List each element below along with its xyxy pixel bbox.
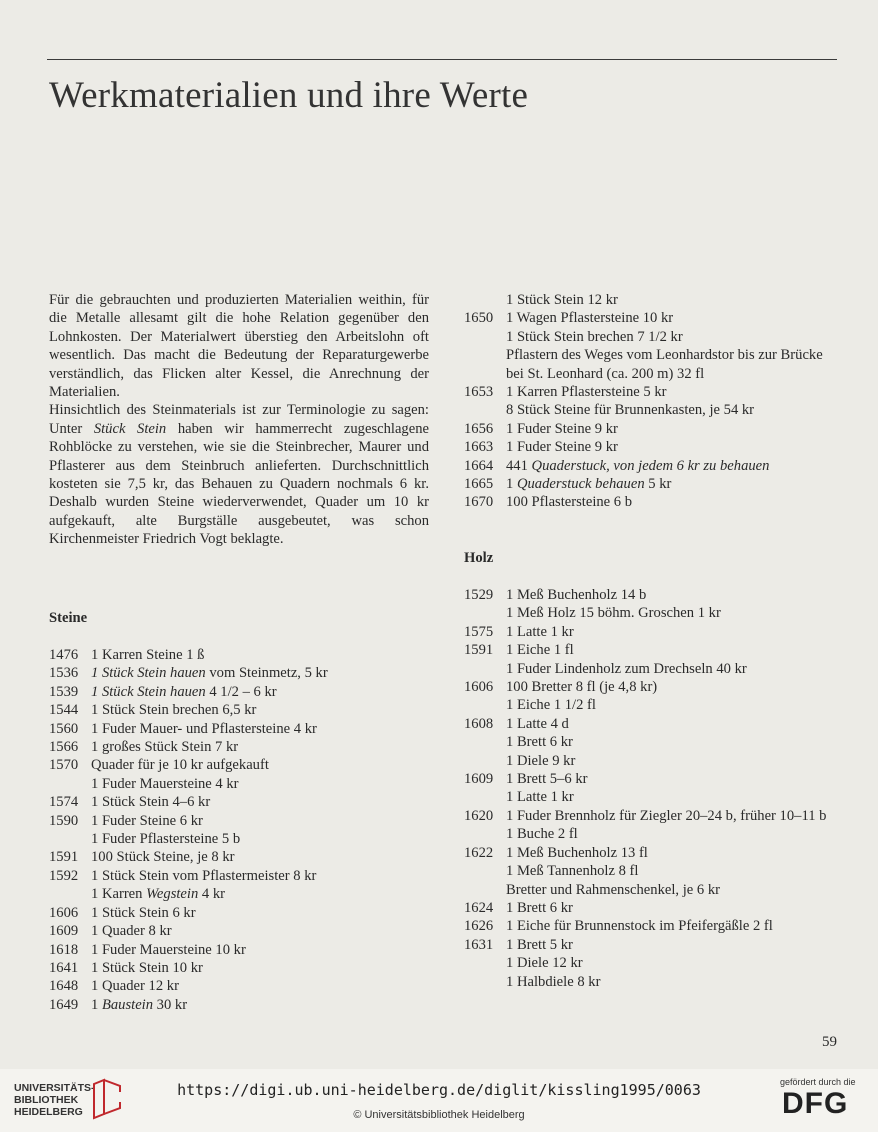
header-rule xyxy=(47,59,837,60)
list-item xyxy=(49,683,429,701)
entry-text: 1 Eiche 1 1/2 fl xyxy=(506,697,596,714)
entry-year: 1570 xyxy=(49,757,79,774)
entry-year xyxy=(464,660,506,678)
list-item xyxy=(464,328,844,346)
entry-year: 1574 xyxy=(49,794,79,811)
list-item xyxy=(464,660,844,678)
entry-year: 1648 xyxy=(49,978,79,995)
section-heading-steine: Steine xyxy=(49,610,88,626)
list-item xyxy=(49,904,429,922)
list-item xyxy=(464,346,844,383)
page-number: 59 xyxy=(822,1034,837,1050)
intro-paragraph-1: Für die gebrauchten und produzierten Materialien weithin, für die Metalle allesamt gilt die hohe Relation gegenüber den Lohnkosten. Der Materialwert überstieg den Arbeitslohn oft wesentlich. Das macht die Bedeutung der Reparaturgewerbe verständlich, das Flicken alter Kessel, die Anrechnung der Materialien. xyxy=(49,292,429,401)
entry-year: 1665 xyxy=(464,476,494,493)
entry-year: 1622 xyxy=(464,844,494,861)
entry-text: 100 Pflastersteine 6 b xyxy=(506,494,633,511)
entry-year xyxy=(49,775,91,793)
entry-text: 1 Fuder Mauer- und Pflastersteine 4 kr xyxy=(91,720,317,737)
entry-year xyxy=(464,788,506,806)
list-item xyxy=(464,420,844,438)
list-item xyxy=(464,383,844,401)
entry-text: 1 großes Stück Stein 7 kr xyxy=(91,739,239,756)
entry-text: 8 Stück Steine für Brunnenkasten, je 54 kr xyxy=(506,402,755,419)
list-item xyxy=(464,493,844,511)
entry-year: 1609 xyxy=(464,771,494,788)
list-item xyxy=(49,830,429,848)
entry-year xyxy=(464,752,506,770)
entry-year xyxy=(464,881,506,899)
entry-year: 1664 xyxy=(464,457,494,474)
entry-year xyxy=(464,401,506,419)
list-item xyxy=(464,678,844,696)
list-item xyxy=(464,752,844,770)
dfg-logo: DFG xyxy=(782,1087,849,1120)
entry-text: 1 Diele 12 kr xyxy=(506,955,583,972)
list-item xyxy=(464,715,844,733)
entry-text: 1 Meß Tannenholz 8 fl xyxy=(506,863,639,880)
entry-year: 1590 xyxy=(49,812,79,829)
steine-list-continued xyxy=(464,291,844,512)
entry-year xyxy=(464,825,506,843)
list-item xyxy=(49,664,429,682)
entry-year: 1653 xyxy=(464,384,494,401)
entry-text: 1 Meß Buchenholz 14 b xyxy=(506,587,647,603)
entry-text: 1 Latte 1 kr xyxy=(506,789,574,806)
entry-text: 1 Halbdiele 8 kr xyxy=(506,973,601,990)
list-item xyxy=(464,917,844,935)
list-item xyxy=(49,812,429,830)
list-item xyxy=(464,844,844,862)
entry-text: Quader für je 10 kr aufgekauft xyxy=(91,757,269,774)
list-item xyxy=(464,862,844,880)
entry-year: 1575 xyxy=(464,623,494,640)
entry-year xyxy=(464,291,506,309)
entry-text: 1 Latte 1 kr xyxy=(506,623,574,640)
entry-text: 1 Karren Steine 1 ß xyxy=(91,647,205,663)
entry-year: 1641 xyxy=(49,959,79,976)
entry-text: 1 Meß Holz 15 böhm. Groschen 1 kr xyxy=(506,605,721,622)
list-item xyxy=(49,977,429,995)
entry-text: 1 Quader 12 kr xyxy=(91,978,179,995)
footer-bar xyxy=(0,1069,878,1132)
entry-year: 1536 xyxy=(49,665,79,682)
entry-text: 1 Stück Stein 12 kr xyxy=(506,292,618,308)
list-item xyxy=(49,922,429,940)
entry-year: 1566 xyxy=(49,739,79,756)
entry-text: 441 Quaderstuck, von jedem 6 kr zu behauen xyxy=(506,457,770,474)
entry-text: 1 Buche 2 fl xyxy=(506,826,578,843)
entry-text: 1 Quaderstuck behauen 5 kr xyxy=(506,476,672,493)
list-item xyxy=(49,720,429,738)
entry-year: 1656 xyxy=(464,420,494,437)
list-item xyxy=(49,996,429,1014)
holz-list xyxy=(464,586,844,991)
list-item xyxy=(464,807,844,825)
entry-year: 1618 xyxy=(49,941,79,958)
entry-year xyxy=(464,696,506,714)
list-item xyxy=(464,973,844,991)
entry-text: 1 Fuder Brennholz für Ziegler 20–24 b, früher 10–11 b xyxy=(506,807,827,824)
list-item xyxy=(464,770,844,788)
entry-text: 1 Stück Stein hauen vom Steinmetz, 5 kr xyxy=(91,665,328,682)
entry-year: 1591 xyxy=(464,642,494,659)
entry-text: 1 Latte 4 d xyxy=(506,715,569,732)
library-name: UNIVERSITÄTS- BIBLIOTHEK HEIDELBERG xyxy=(14,1082,95,1118)
entry-text: Bretter und Rahmenschenkel, je 6 kr xyxy=(506,881,720,898)
entry-year: 1649 xyxy=(49,996,79,1013)
entry-text: 1 Stück Stein brechen 6,5 kr xyxy=(91,702,257,719)
entry-year: 1609 xyxy=(49,923,79,940)
entry-year: 1620 xyxy=(464,807,494,824)
list-item xyxy=(49,793,429,811)
list-item xyxy=(49,738,429,756)
entry-year xyxy=(464,973,506,991)
page-url-link[interactable]: https://digi.ub.uni-heidelberg.de/diglit/kissling1995/0063 xyxy=(177,1081,701,1099)
entry-text: 1 Brett 6 kr xyxy=(506,734,573,751)
entry-text: 1 Wagen Pflastersteine 10 kr xyxy=(506,310,674,327)
intro-paragraph-2: Hinsichtlich des Steinmaterials ist zur Terminologie zu sagen: Unter Stück Stein haben wir hammerrecht zugeschlagene Rohblöcke zu verstehen, wie sie die Steinbrecher, Maurer und Pflasterer aus dem Steinbruch anlieferten. Durchschnittlich kosteten sie 7,5 kr, das Behauen zu Quadern nochmals 6 kr. Deshalb wurden Steine wiederverwendet, Quader um 10 kr aufgekauft, alte Burgställe ausgebeutet, was schon Kirchenmeister Friedrich Vogt beklagte. xyxy=(49,402,429,548)
entry-year xyxy=(464,862,506,880)
entry-year xyxy=(49,885,91,903)
entry-text: 1 Stück Stein hauen 4 1/2 – 6 kr xyxy=(91,683,277,700)
entry-year: 1624 xyxy=(464,899,494,916)
entry-year xyxy=(464,604,506,622)
entry-year: 1544 xyxy=(49,702,79,719)
list-item xyxy=(49,775,429,793)
left-column xyxy=(49,291,429,549)
entry-text: 1 Stück Stein 6 kr xyxy=(91,904,196,921)
list-item xyxy=(49,959,429,977)
entry-text: 1 Fuder Steine 6 kr xyxy=(91,812,203,829)
list-item xyxy=(49,867,429,885)
list-item xyxy=(464,641,844,659)
page-title: Werkmaterialien und ihre Werte xyxy=(49,75,529,116)
entry-year: 1626 xyxy=(464,918,494,935)
list-item xyxy=(464,623,844,641)
entry-text: 1 Fuder Mauersteine 4 kr xyxy=(91,775,239,792)
entry-text: 1 Eiche 1 fl xyxy=(506,642,574,659)
list-item xyxy=(464,604,844,622)
entry-year xyxy=(49,830,91,848)
entry-year: 1560 xyxy=(49,720,79,737)
entry-text: 1 Brett 5–6 kr xyxy=(506,771,588,788)
list-item xyxy=(464,457,844,475)
entry-text: 1 Stück Stein vom Pflastermeister 8 kr xyxy=(91,867,317,884)
list-item xyxy=(464,696,844,714)
entry-year: 1608 xyxy=(464,715,494,732)
entry-text: 1 Brett 5 kr xyxy=(506,936,573,953)
list-item xyxy=(464,881,844,899)
entry-text: 1 Eiche für Brunnenstock im Pfeifergäßle 2 fl xyxy=(506,918,773,935)
entry-year: 1631 xyxy=(464,936,494,953)
section-heading-holz: Holz xyxy=(464,550,494,566)
entry-year: 1539 xyxy=(49,683,79,700)
entry-year xyxy=(464,733,506,751)
funding-caption: gefördert durch die xyxy=(780,1077,856,1087)
list-item xyxy=(464,438,844,456)
list-item xyxy=(464,401,844,419)
list-item xyxy=(464,825,844,843)
entry-text: 1 Meß Buchenholz 13 fl xyxy=(506,844,648,861)
entry-year: 1592 xyxy=(49,867,79,884)
entry-year: 1529 xyxy=(464,587,494,603)
entry-text: 1 Stück Stein 4–6 kr xyxy=(91,794,211,811)
list-item xyxy=(49,885,429,903)
entry-text: 1 Stück Stein brechen 7 1/2 kr xyxy=(506,328,683,345)
entry-text: 100 Stück Steine, je 8 kr xyxy=(91,849,235,866)
entry-text: 1 Fuder Lindenholz zum Drechseln 40 kr xyxy=(506,660,747,677)
list-item xyxy=(49,848,429,866)
list-item xyxy=(464,309,844,327)
entry-year: 1650 xyxy=(464,310,494,327)
list-item xyxy=(49,941,429,959)
entry-year xyxy=(464,954,506,972)
list-item xyxy=(49,701,429,719)
list-item xyxy=(464,733,844,751)
list-item xyxy=(464,586,844,604)
entry-year: 1670 xyxy=(464,494,494,511)
entry-year: 1606 xyxy=(464,679,494,696)
entry-year: 1663 xyxy=(464,439,494,456)
list-item xyxy=(464,475,844,493)
entry-text: 1 Stück Stein 10 kr xyxy=(91,959,203,976)
list-item xyxy=(464,899,844,917)
entry-text: 1 Karren Pflastersteine 5 kr xyxy=(506,384,667,401)
list-item xyxy=(464,954,844,972)
entry-text: 100 Bretter 8 fl (je 4,8 kr) xyxy=(506,679,658,696)
entry-text: 1 Fuder Steine 9 kr xyxy=(506,420,618,437)
entry-text: 1 Brett 6 kr xyxy=(506,899,573,916)
copyright-text: © Universitätsbibliothek Heidelberg xyxy=(353,1109,525,1121)
entry-text: 1 Fuder Steine 9 kr xyxy=(506,439,618,456)
entry-year: 1476 xyxy=(49,647,79,663)
entry-text: Pflastern des Weges vom Leonhardstor bis zur Brücke bei St. Leonhard (ca. 200 m) 32 fl xyxy=(506,347,823,382)
entry-text: 1 Fuder Mauersteine 10 kr xyxy=(91,941,246,958)
steine-list xyxy=(49,646,429,1014)
list-item xyxy=(49,646,429,664)
list-item xyxy=(464,936,844,954)
list-item xyxy=(49,756,429,774)
entry-year xyxy=(464,328,506,346)
entry-year: 1606 xyxy=(49,904,79,921)
entry-year xyxy=(464,346,506,383)
entry-text: 1 Karren Wegstein 4 kr xyxy=(91,886,226,903)
list-item xyxy=(464,291,844,309)
entry-text: 1 Quader 8 kr xyxy=(91,923,172,940)
entry-text: 1 Diele 9 kr xyxy=(506,752,576,769)
list-item xyxy=(464,788,844,806)
entry-text: 1 Fuder Pflastersteine 5 b xyxy=(91,831,241,848)
entry-year: 1591 xyxy=(49,849,79,866)
entry-text: 1 Baustein 30 kr xyxy=(91,996,188,1013)
